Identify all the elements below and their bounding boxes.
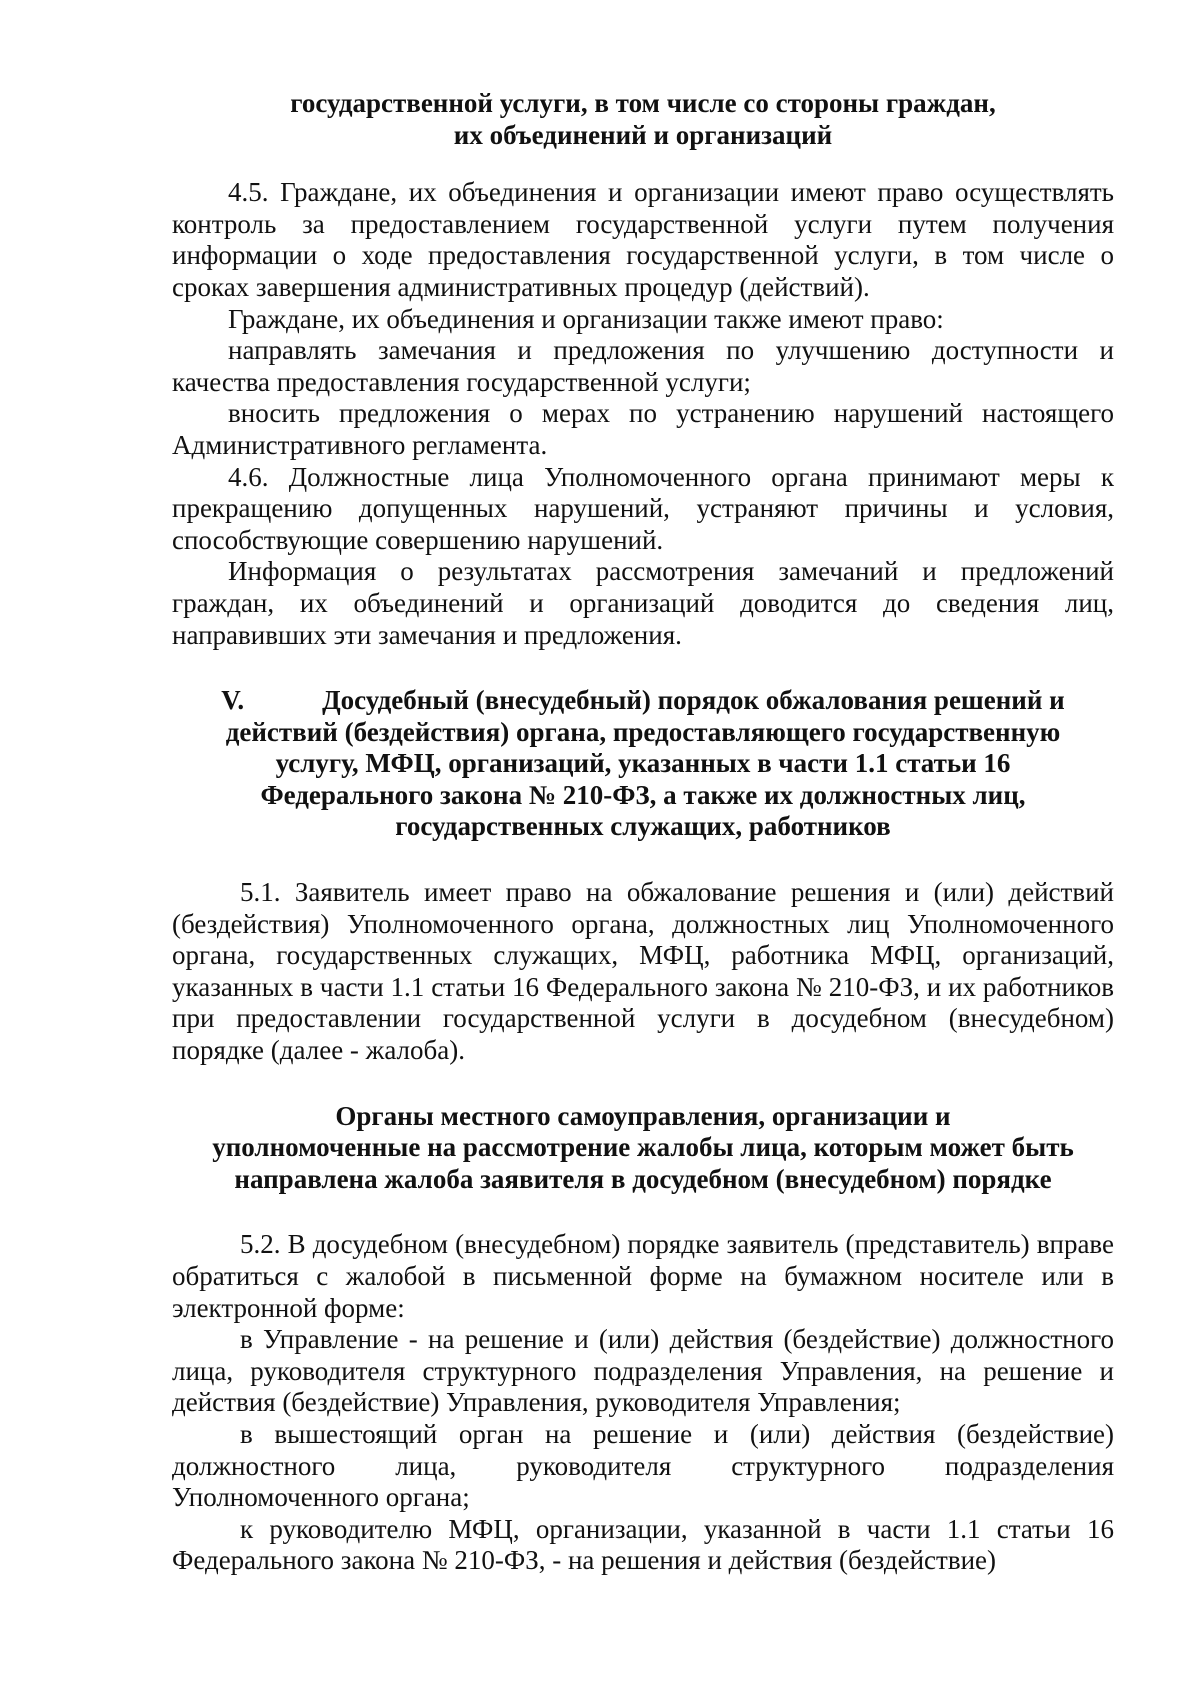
section4-heading-tail <box>172 88 1114 151</box>
heading-line: уполномоченные на рассмотрение жалобы лица, которым может быть <box>212 1132 1074 1163</box>
heading-line: Органы местного самоуправления, организации и <box>335 1100 951 1131</box>
section5-heading <box>172 685 1114 843</box>
paragraph-to-mfc-head: к руководителю МФЦ, организации, указанной в части 1.1 статьи 16 Федерального закона № 210-ФЗ, - на решения и действия (бездействие) <box>172 1513 1114 1576</box>
paragraph-5-2: 5.2. В досудебном (внесудебном) порядке заявитель (представитель) вправе обратиться с жалобой в письменной форме на бумажном носителе или в электронной форме: <box>172 1229 1114 1323</box>
subsection-heading <box>172 1101 1114 1196</box>
heading-line-text: Досудебный (внесудебный) порядок обжалования решений и <box>322 685 1065 716</box>
document-page <box>172 88 1114 1577</box>
paragraph-5-1: 5.1. Заявитель имеет право на обжалование решения и (или) действий (бездействия) Уполномоченного органа, должностных лиц Уполномоченного органа, государственных служащих, МФЦ, работника МФЦ, организаций, указанных в части 1.1 статьи 16 Федерального закона № 210-ФЗ, и их работников при предоставлении государственной услуги в досудебном (внесудебном) порядке (далее - жалоба). <box>172 877 1114 1066</box>
paragraph-make-proposals: вносить предложения о мерах по устранению нарушений настоящего Административного регламента. <box>172 398 1114 460</box>
paragraph-to-higher-body: в вышестоящий орган на решение и (или) действия (бездействие) должностного лица, руководителя структурного подразделения Уполномоченного органа; <box>172 1418 1114 1513</box>
heading-line: государственных служащих, работников <box>395 811 891 842</box>
paragraph-4-6: 4.6. Должностные лица Уполномоченного органа принимают меры к прекращению допущенных нарушений, устраняют причины и условия, способствующие совершению нарушений. <box>172 461 1114 555</box>
paragraph-citizens-rights: Граждане, их объединения и организации также имеют право: <box>228 303 944 334</box>
heading-line: их объединений и организаций <box>453 119 833 150</box>
paragraph-4-5: 4.5. Граждане, их объединения и организации имеют право осуществлять контроль за предоставлением государственной услуги путем получения информации о ходе предоставления государственной услуги, в том числе о сроках завершения административных процедур (действий). <box>172 177 1114 302</box>
heading-line: направлена жалоба заявителя в досудебном (внесудебном) порядке <box>234 1163 1052 1194</box>
paragraph-send-remarks: направлять замечания и предложения по улучшению доступности и качества предоставления государственной услуги; <box>172 335 1114 397</box>
section-number: V. <box>221 685 245 716</box>
heading-line: действий (бездействия) органа, предоставляющего государственную <box>225 716 1061 747</box>
heading-line: услугу, МФЦ, организаций, указанных в части 1.1 статьи 16 <box>275 748 1011 779</box>
paragraph-to-department: в Управление - на решение и (или) действия (бездействие) должностного лица, руководителя структурного подразделения Управления, на решение и действия (бездействие) Управления, руководителя Управления; <box>172 1324 1114 1418</box>
heading-line <box>172 685 1114 717</box>
heading-line: государственной услуги, в том числе со стороны граждан, <box>290 88 996 118</box>
paragraph-results-info: Информация о результатах рассмотрения замечаний и предложений граждан, их объединений и организаций доводится до сведения лиц, направивших эти замечания и предложения. <box>172 556 1114 650</box>
heading-line: Федерального закона № 210-ФЗ, а также их должностных лиц, <box>260 779 1026 810</box>
